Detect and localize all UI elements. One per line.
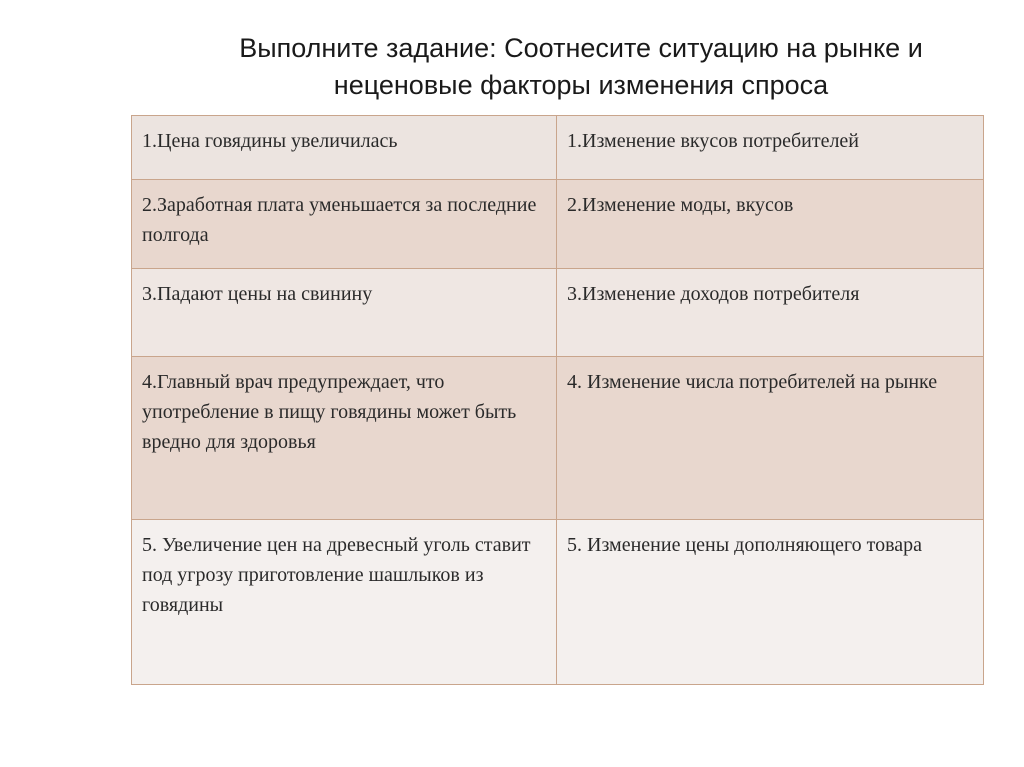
table-row: [132, 180, 984, 269]
slide-title: [0, 30, 1024, 104]
factor-cell: 2.Изменение моды, вкусов: [557, 180, 984, 269]
factor-cell: 4. Изменение числа потребителей на рынке: [557, 357, 984, 520]
factor-cell: 5. Изменение цены дополняющего товара: [557, 520, 984, 685]
table-row: [132, 116, 984, 180]
table-row: [132, 269, 984, 357]
situation-cell: 5. Увеличение цен на древесный уголь ставит под угрозу приготовление шашлыков из говядины: [132, 520, 557, 685]
factor-cell: 1.Изменение вкусов потребителей: [557, 116, 984, 180]
situation-cell: 1.Цена говядины увеличилась: [132, 116, 557, 180]
slide-title-line-1: Выполните задание: Соотнесите ситуацию на рынке и: [239, 33, 923, 63]
factor-cell: 3.Изменение доходов потребителя: [557, 269, 984, 357]
situation-cell: 4.Главный врач предупреждает, что употребление в пищу говядины может быть вредно для здоровья: [132, 357, 557, 520]
slide-title-line-2: неценовые факторы изменения спроса: [333, 70, 829, 100]
situation-cell: 3.Падают цены на свинину: [132, 269, 557, 357]
situation-cell: 2.Заработная плата уменьшается за последние полгода: [132, 180, 557, 269]
table-row: [132, 357, 984, 520]
table-row: [132, 520, 984, 685]
matching-table: [131, 115, 984, 685]
